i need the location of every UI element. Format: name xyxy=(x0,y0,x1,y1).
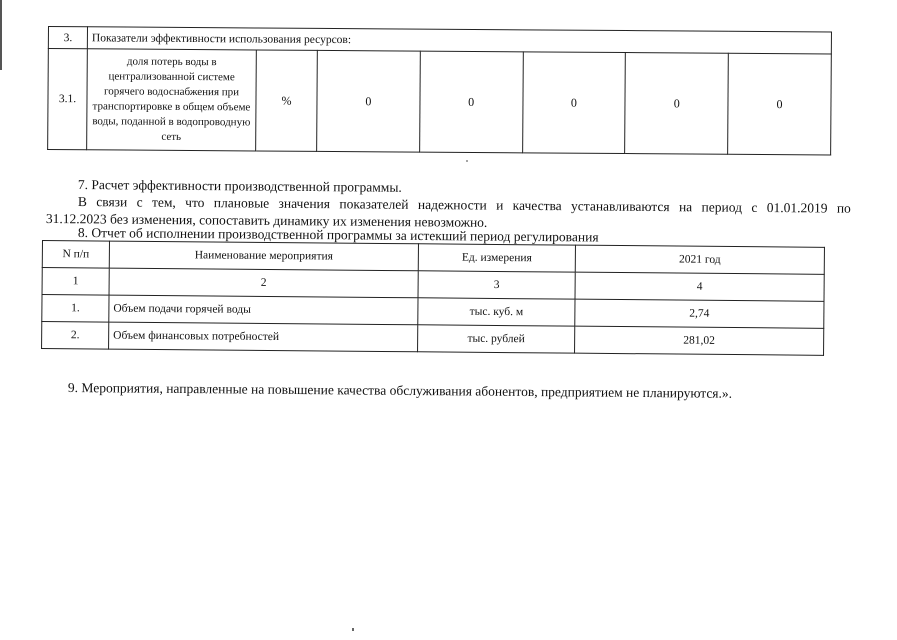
section7-line2: 31.12.2023 без изменения, сопоставить динамику их изменения невозможно. xyxy=(45,211,488,230)
scan-speck xyxy=(466,160,468,162)
index-cell: 3 xyxy=(418,271,575,299)
table-row xyxy=(42,322,824,356)
row-unit: тыс. куб. м xyxy=(418,298,575,326)
header-num: N п/п xyxy=(42,241,109,269)
row-value: 281,02 xyxy=(575,326,824,355)
table-row xyxy=(48,49,832,155)
row-value: 2,74 xyxy=(575,299,824,328)
section9-text: 9. Мероприятия, направленные на повышение качества обслуживания абонентов, предприятием не планируются.». xyxy=(67,380,733,401)
scan-speck xyxy=(352,628,354,631)
item-value-3: 0 xyxy=(522,52,625,154)
section7-line1: В связи с тем, что плановые значения показателей надежности и качества устанавливаются на период с 01.01.2019 по xyxy=(77,194,851,216)
item-value-1: 0 xyxy=(317,50,420,152)
section-number: 3. xyxy=(48,27,87,49)
item-unit: % xyxy=(256,50,318,151)
row-name: Объем подачи горячей воды xyxy=(109,295,418,325)
resource-efficiency-table xyxy=(47,26,832,155)
section7-heading: 7. Расчет эффективности производственной программы. xyxy=(77,177,402,195)
index-cell: 4 xyxy=(575,272,824,301)
item-value-2: 0 xyxy=(419,51,522,153)
section8-heading: 8. Отчет об исполнении производственной программы за истекший период регулирования xyxy=(77,225,599,245)
program-report-table xyxy=(41,240,825,356)
header-name: Наименование мероприятия xyxy=(109,241,418,271)
row-num: 2. xyxy=(42,322,109,350)
item-number: 3.1. xyxy=(48,49,88,150)
item-value-4: 0 xyxy=(625,53,728,155)
row-unit: тыс. рублей xyxy=(418,325,575,353)
row-name: Объем финансовых потребностей xyxy=(109,322,418,352)
row-num: 1. xyxy=(42,295,109,323)
index-cell: 1 xyxy=(42,268,109,296)
item-value-5: 0 xyxy=(728,53,832,155)
index-cell: 2 xyxy=(109,268,418,298)
header-year: 2021 год xyxy=(575,245,824,274)
item-description: доля потерь воды в централизованной системе горячего водоснабжения при транспортировке в общем объеме воды, поданной в водопроводную сеть xyxy=(87,49,257,151)
scan-edge xyxy=(0,0,2,70)
header-unit: Ед. измерения xyxy=(418,244,575,272)
section-title: Показатели эффективности использования ресурсов: xyxy=(87,27,831,54)
